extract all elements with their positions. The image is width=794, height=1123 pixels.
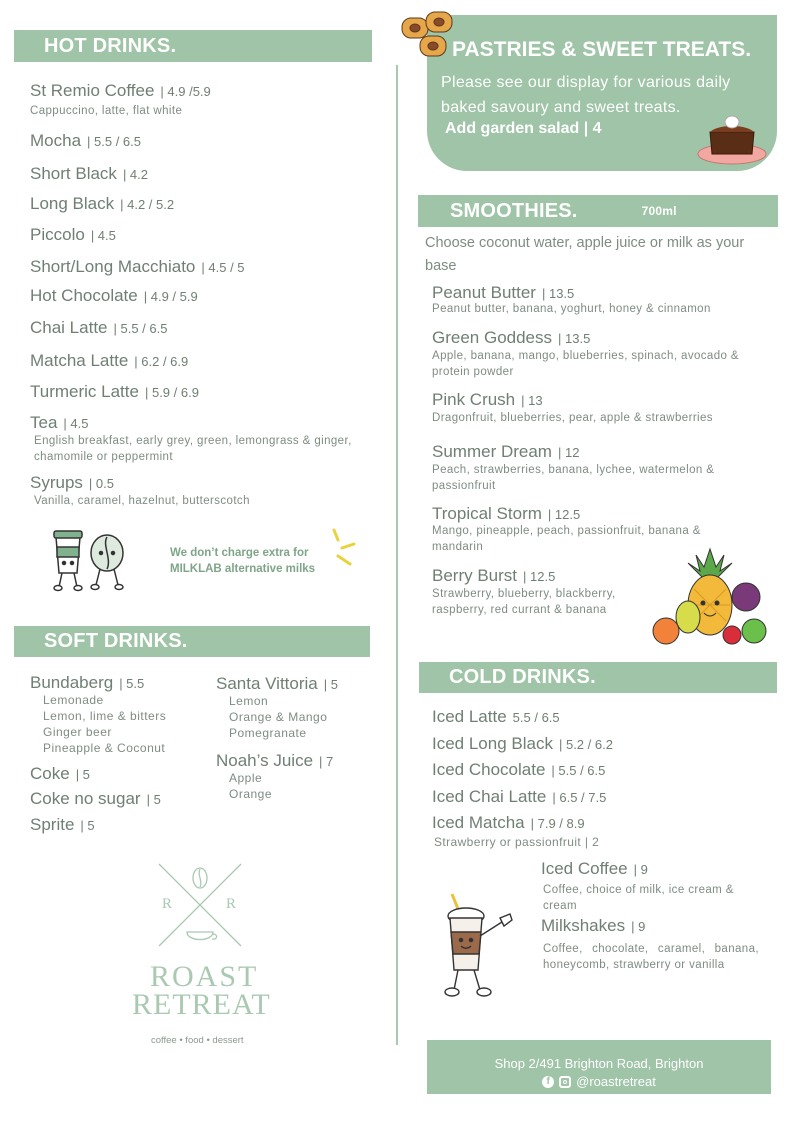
menu-item-tropical-storm <box>432 504 580 524</box>
logo-line-1: ROAST <box>150 960 259 993</box>
item-price: | 7.9 / 8.9 <box>530 816 585 831</box>
item-price: | 6.5 / 7.5 <box>552 790 607 805</box>
sub-item: Lemonade <box>43 693 104 707</box>
item-price: | 5 <box>75 767 90 782</box>
item-name: Long Black <box>30 194 115 213</box>
sub-item: Pomegranate <box>229 726 307 740</box>
soft-drinks-title: SOFT DRINKS. <box>44 630 188 652</box>
item-price: | 5.9 / 6.9 <box>144 385 199 400</box>
menu-item-macchiato <box>30 257 245 277</box>
item-name: Milkshakes <box>541 916 626 935</box>
item-price: | 4.5 / 5 <box>201 260 245 275</box>
sub-item: Orange & Mango <box>229 710 328 724</box>
item-name: Tea <box>30 413 58 432</box>
menu-item-st-remio <box>30 81 211 101</box>
item-price: | 5 <box>146 792 161 807</box>
smoothies-intro: Choose coconut water, apple juice or milk as your base <box>425 235 745 274</box>
milk-note: We don’t charge extra for MILKLAB alternative milks <box>170 547 316 575</box>
menu-item-hot-chocolate <box>30 286 198 306</box>
item-name: Noah’s Juice <box>216 751 314 770</box>
item-name: Coke no sugar <box>30 789 141 808</box>
item-name: Turmeric Latte <box>30 382 139 401</box>
item-price: | 4.5 <box>90 228 116 243</box>
item-price: | 4.9 /5.9 <box>160 84 211 99</box>
hot-drinks-header <box>14 30 372 62</box>
item-price: | 12 <box>557 445 580 460</box>
item-price: | 5.5 <box>119 676 145 691</box>
item-price: | 9 <box>633 862 648 877</box>
hot-drinks-title: HOT DRINKS. <box>44 34 177 57</box>
item-desc: Apple, banana, mango, blueberries, spinach, avocado & protein powder <box>432 350 739 378</box>
item-name: Iced Chai Latte <box>432 787 547 806</box>
menu-item-berry-burst <box>432 566 555 586</box>
sparkle-icon <box>328 526 358 576</box>
item-name: Summer Dream <box>432 442 552 461</box>
menu-item-sprite <box>30 815 95 835</box>
menu-item-piccolo <box>30 225 116 245</box>
item-name: Chai Latte <box>30 318 108 337</box>
item-desc: Strawberry or passionfruit | 2 <box>434 835 600 849</box>
instagram-icon[interactable] <box>559 1076 571 1088</box>
menu-item-bundaberg <box>30 673 144 693</box>
sub-item: Pineapple & Coconut <box>43 741 166 755</box>
sub-item: Apple <box>229 771 263 785</box>
menu-item-santa-vittoria <box>216 674 338 694</box>
item-name: Pink Crush <box>432 390 516 409</box>
smoothie-size: 700ml <box>641 204 677 218</box>
item-price: 5.5 / 6.5 <box>512 710 560 725</box>
menu-item-iced-latte <box>432 707 560 727</box>
item-name: Iced Latte <box>432 707 507 726</box>
item-desc: Peach, strawberries, banana, lychee, watermelon & passionfruit <box>432 464 715 492</box>
menu-item-iced-chocolate <box>432 760 605 780</box>
item-name: Peanut Butter <box>432 283 536 302</box>
pastries-title: PASTRIES & SWEET TREATS. <box>452 38 752 61</box>
item-name: Iced Chocolate <box>432 760 546 779</box>
pastries-text: Please see our display for various daily baked savoury and sweet treats. <box>441 74 731 116</box>
fruit-group-illustration <box>648 545 772 649</box>
item-name: Green Goddess <box>432 328 553 347</box>
item-name: Berry Burst <box>432 566 518 585</box>
menu-item-noahs-juice <box>216 751 333 771</box>
item-desc: Vanilla, caramel, hazelnut, butterscotch <box>34 495 250 507</box>
menu-item-summer-dream <box>432 442 579 462</box>
menu-item-green-goddess <box>432 328 590 348</box>
item-price: | 5 <box>323 677 338 692</box>
menu-item-coke <box>30 764 90 784</box>
item-desc: Coffee, choice of milk, ice cream & cream <box>543 884 734 912</box>
item-price: | 4.2 <box>122 167 148 182</box>
item-price: | 13.5 <box>541 286 575 301</box>
item-desc: Peanut butter, banana, yoghurt, honey & cinnamon <box>432 303 711 315</box>
menu-item-iced-chai-latte <box>432 787 606 807</box>
footer-panel <box>427 1040 771 1094</box>
sub-item: Ginger beer <box>43 725 112 739</box>
item-price: | 4.5 <box>63 416 89 431</box>
item-name: Coke <box>30 764 70 783</box>
item-desc: Strawberry, blueberry, blackberry, raspberry, red currant & banana <box>432 588 616 616</box>
item-name: Santa Vittoria <box>216 674 318 693</box>
smoothies-header <box>418 195 778 227</box>
menu-item-short-black <box>30 164 148 184</box>
sub-item: Lemon, lime & bitters <box>43 709 167 723</box>
item-price: | 12.5 <box>523 569 556 584</box>
menu-item-mocha <box>30 131 141 151</box>
footer-social-handle[interactable]: @roastretreat <box>576 1074 656 1089</box>
item-desc: English breakfast, early grey, green, lemongrass & ginger, chamomile or peppermint <box>34 435 352 463</box>
item-price: | 4.9 / 5.9 <box>143 289 198 304</box>
item-price: | 5.2 / 6.2 <box>558 737 613 752</box>
item-price: | 0.5 <box>88 476 114 491</box>
menu-item-syrups <box>30 473 114 493</box>
facebook-icon[interactable]: f <box>542 1076 554 1088</box>
item-name: Iced Matcha <box>432 813 525 832</box>
item-name: Iced Long Black <box>432 734 553 753</box>
item-name: Short/Long Macchiato <box>30 257 196 276</box>
item-name: Short Black <box>30 164 117 183</box>
sub-item: Lemon <box>229 694 269 708</box>
item-name: Piccolo <box>30 225 85 244</box>
item-price: | 12.5 <box>547 507 581 522</box>
footer-address: Shop 2/491 Brighton Road, Brighton <box>494 1056 704 1071</box>
menu-item-iced-long-black <box>432 734 613 754</box>
cold-drinks-header <box>419 662 777 693</box>
column-divider <box>396 65 398 1045</box>
item-desc: Cappuccino, latte, flat white <box>30 105 183 117</box>
menu-item-peanut-butter <box>432 283 574 303</box>
item-desc: Dragonfruit, blueberries, pear, apple & strawberries <box>432 412 713 424</box>
logo-letter-left: R <box>162 896 174 912</box>
item-desc: Mango, pineapple, peach, passionfruit, banana & mandarin <box>432 525 701 553</box>
menu-item-turmeric-latte <box>30 382 199 402</box>
item-name: Tropical Storm <box>432 504 542 523</box>
item-price: | 7 <box>319 754 334 769</box>
item-price: | 4.2 / 5.2 <box>120 197 175 212</box>
coffee-cup-mascots-illustration <box>50 525 130 593</box>
item-name: Hot Chocolate <box>30 286 138 305</box>
item-name: Sprite <box>30 815 75 834</box>
item-price: | 9 <box>631 919 646 934</box>
item-name: Matcha Latte <box>30 351 129 370</box>
item-price: | 5.5 / 6.5 <box>551 763 606 778</box>
smoothies-title: SMOOTHIES. <box>450 199 578 222</box>
item-price: | 6.2 / 6.9 <box>134 354 189 369</box>
item-name: Bundaberg <box>30 673 114 692</box>
cold-drinks-title: COLD DRINKS. <box>449 666 596 688</box>
item-name: Iced Coffee <box>541 859 628 878</box>
item-desc: Coffee, chocolate, caramel, banana, honeycomb, strawberry or vanilla <box>543 943 759 971</box>
menu-item-tea <box>30 413 88 433</box>
item-price: | 13.5 <box>558 331 591 346</box>
logo-tagline: coffee • food • dessert <box>151 1035 244 1046</box>
item-price: | 5.5 / 6.5 <box>87 134 141 149</box>
item-name: Mocha <box>30 131 82 150</box>
item-price: | 5 <box>80 818 95 833</box>
item-price: | 5.5 / 6.5 <box>113 321 168 336</box>
soft-drinks-header <box>14 626 370 657</box>
item-name: St Remio Coffee <box>30 81 155 100</box>
milkshake-mascot-illustration <box>440 892 522 1002</box>
footer-social-row <box>427 1074 771 1089</box>
menu-item-matcha-latte <box>30 351 188 371</box>
garden-salad-addon: Add garden salad | 4 <box>445 120 602 137</box>
logo-letter-right: R <box>226 896 238 912</box>
menu-item-coke-no-sugar <box>30 789 161 809</box>
menu-item-chai-latte <box>30 318 167 338</box>
menu-item-long-black <box>30 194 174 214</box>
menu-item-milkshakes <box>541 916 645 936</box>
item-name: Syrups <box>30 473 83 492</box>
menu-item-iced-matcha <box>432 813 585 833</box>
menu-item-pink-crush <box>432 390 543 410</box>
menu-item-iced-coffee <box>541 859 648 879</box>
sub-item: Orange <box>229 787 273 801</box>
cake-slice-icon <box>696 110 768 166</box>
logo-line-2: RETREAT <box>132 988 271 1021</box>
item-price: | 13 <box>521 393 543 408</box>
